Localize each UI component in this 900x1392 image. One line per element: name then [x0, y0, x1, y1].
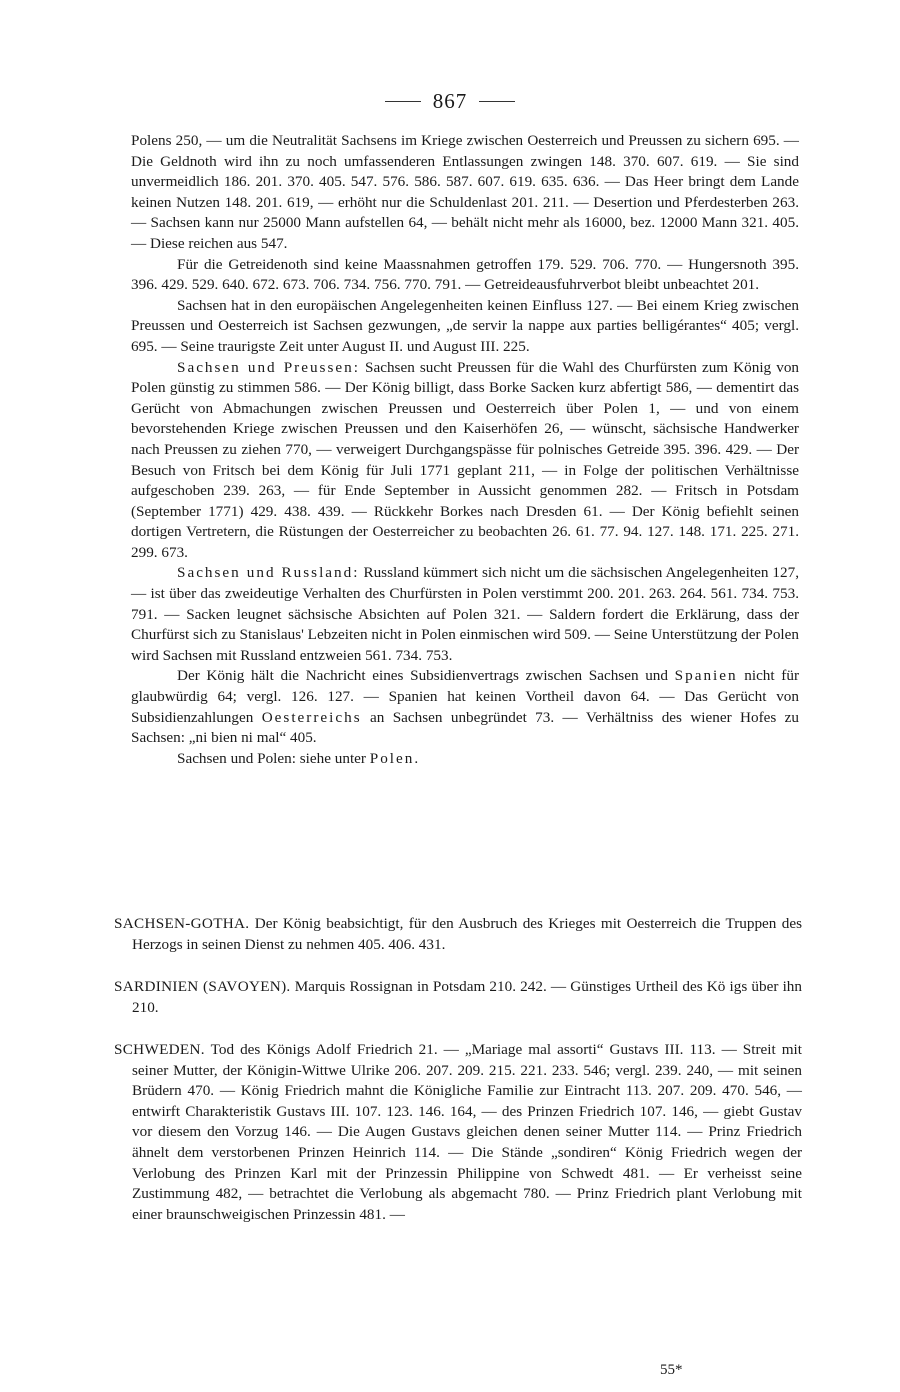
paragraph — [131, 358, 799, 564]
entry-text: Marquis Rossignan in Potsdam 210. 242. — Günstiges Urtheil des Kö igs über ihn 210. — [132, 978, 802, 1016]
entry-paragraph — [114, 977, 802, 1018]
page-number: 867 — [432, 88, 468, 113]
cross-reference-polen: Polen. — [369, 749, 421, 767]
paragraph — [131, 666, 799, 748]
paragraph-text: an Sachsen unbegründet 73. — Verhältniss des wiener Hofes zu Sachsen: „ni bien ni mal“ 405. — [131, 708, 800, 747]
signature-mark: 55* — [660, 1362, 683, 1378]
subheading-sachsen-russland: Sachsen und Russland: — [177, 564, 360, 582]
header-rule-left — [385, 101, 421, 102]
paragraph — [131, 563, 799, 666]
entry-heading: SCHWEDEN. — [114, 1041, 205, 1058]
spaced-word-spanien: Spanien — [674, 667, 738, 685]
header-rule-right — [479, 101, 515, 102]
entry-schweden — [114, 1040, 802, 1225]
entry-text: Der König beabsichtigt, für den Ausbruch des Krieges mit Oesterreich die Truppen des Herzogs in seinen Dienst zu nehmen 405. 406. 431. — [132, 915, 802, 953]
paragraph-text: nicht für glaubwürdig 64; vergl. 126. 127. — Spanien hat keinen Vortheil davon 64. — Das Gerücht von Subsidienzahlungen — [131, 667, 799, 726]
entry-sachsen-gotha — [114, 914, 802, 955]
paragraph: Polens 250, — um die Neutralität Sachsens im Kriege zwischen Oesterreich und Preussen zu sichern 695. — Die Geldnoth wird ihn zu noch umfassenderen Entlassungen zwingen 148. 370. 607. 619. — Sie sind unvermeidlich 186. 201. 370. 405. 547. 576. 586. 587. 607. 619. 635. 636. — Das Heer bringt dem Lande keinen Nutzen 148. 201. 619, — erhöht nur die Schuldenlast 201. 211. — Desertion und Pferdesterben 263. — Sachsen kann nur 25000 Mann aufstellen 64, — behält nicht mehr als 16000, bez. 12000 Mann 321. 405. — Diese reichen aus 547. — [131, 132, 799, 252]
paragraph-text: Der König hält die Nachricht eines Subsidienvertrags zwischen Sachsen und — [177, 667, 675, 685]
entry-sardinien — [114, 977, 802, 1018]
entry-paragraph — [114, 1040, 802, 1225]
page-header — [0, 86, 900, 116]
entry-heading: SACHSEN-GOTHA. — [114, 915, 250, 932]
sachsen-continuation-block — [131, 131, 799, 769]
subheading-sachsen-preussen: Sachsen und Preussen: — [177, 358, 360, 376]
paragraph — [131, 749, 799, 770]
paragraph: Sachsen hat in den europäischen Angelegenheiten keinen Einfluss 127. — Bei einem Krieg zwischen Preussen und Oesterreich ist Sachsen gezwungen, „de servir la nappe aux parties belligérantes“ 405; vergl. 695. — Seine traurigste Zeit unter August II. und August III. 225. — [131, 296, 799, 355]
entry-heading: SARDINIEN (SAVOYEN). — [114, 978, 291, 995]
paragraph-text: Sachsen sucht Preussen für die Wahl des Churfürsten zum König von Polen günstig zu stimmen 586. — Der König billigt, dass Borke Sacken kurz abfertigt 586, — dementirt das Gerücht von Abmachungen zwischen Preussen und Oesterreich über Polen 1, — und von einem bevorstehenden Kriege zwischen Preussen und den Kaiserhöfen 26, — wünscht, sächsische Handwerker nach Preussen zu ziehen 770, — verweigert Durchgangspässe für polnisches Getreide 395. 396. 429. — Der Besuch von Fritsch bei dem König für Juli 1771 geplant 211, — in Folge der politischen Verhältnisse aufgeschoben 239. 263, — für Ende September in Aussicht genommen 282. — Fritsch in Potsdam (September 1771) 429. 438. 439. — Rückkehr Borkes nach Dresden 61. — Der König befiehlt seinen dortigen Vertretern, die Rüstungen der Oesterreicher zu beobachten 26. 61. 77. 94. 127. 148. 171. 225. 271. 299. 673. — [131, 358, 800, 561]
spaced-word-oesterreichs: Oesterreichs — [261, 708, 362, 726]
paragraph: Für die Getreidenoth sind keine Maassnahmen getroffen 179. 529. 706. 770. — Hungersnoth 395. 396. 429. 529. 640. 672. 673. 706. 734. 756. 770. 791. — Getreideausfuhrverbot bleibt unbeachtet 201. — [131, 255, 799, 294]
entry-text: Tod des Königs Adolf Friedrich 21. — „Mariage mal assorti“ Gustavs III. 113. — Streit mit seiner Mutter, der Königin-Wittwe Ulrike 206. 207. 209. 215. 221. 233. 546; vergl. 239. 240, — mit seinen Brüdern 470. — König Friedrich mahnt die Königliche Familie zur Eintracht 113. 207. 209. 470. 546, — entwirft Charakteristik Gustavs III. 107. 123. 146. 164, — des Prinzen Friedrich 107. 146, — giebt Gustav vor diesem den Vorzug 146. — Die Augen Gustavs gleichen denen seiner Mutter 114. — Prinz Friedrich ähnelt dem verstorbenen Prinzen Heinrich 114. — Die Stände „sondiren“ König Friedrich wegen der Verlobung des Prinzen Karl mit der Prinzessin Philippine von Schwedt 481. — Er verheisst seine Zustimmung 482, — betrachtet die Verlobung als abgemacht 780. — Prinz Friedrich plant Verlobung mit einer braunschweigischen Prinzessin 481. — — [132, 1041, 802, 1223]
entry-paragraph — [114, 914, 802, 955]
paragraph-text: Russland kümmert sich nicht um die sächsischen Angelegenheiten 127, — ist über das zweideutige Verhalten des Churfürsten in Polen verstimmt 200. 201. 263. 264. 561. 734. 753. 791. — Sacken leugnet sächsische Absichten auf Polen 321. — Saldern fordert die Erklärung, dass der Churfürst sich zu Stanislaus' Lebzeiten nicht in Polen einmischen wird 509. — Seine Unterstützung der Polen wird Sachsen mit Russland entzweien 561. 734. 753. — [131, 564, 799, 664]
paragraph-text: Sachsen und Polen: siehe unter — [177, 749, 370, 767]
